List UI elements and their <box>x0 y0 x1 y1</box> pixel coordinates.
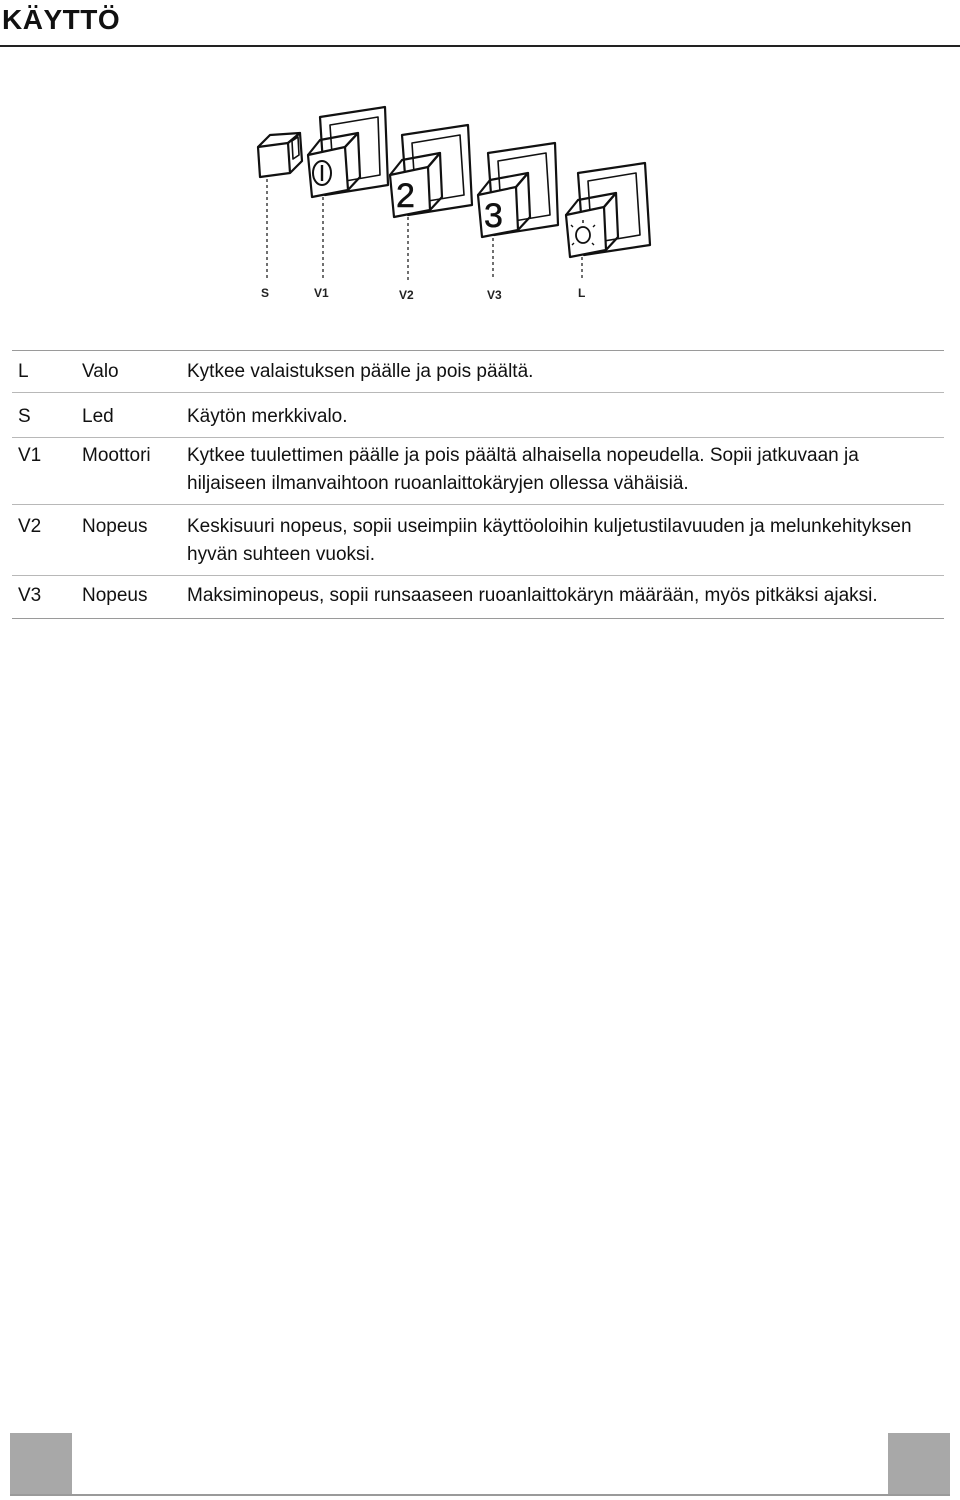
row-name: Moottori <box>82 445 151 466</box>
row-name: Nopeus <box>82 585 148 606</box>
light-switch-l-icon <box>566 163 650 257</box>
row-code: S <box>18 406 31 427</box>
control-panel-diagram <box>240 95 680 315</box>
svg-text:3: 3 <box>484 197 503 235</box>
row-name: Led <box>82 406 114 427</box>
row-name: Valo <box>82 361 119 382</box>
table-row <box>12 392 944 438</box>
diagram-label-v2: V2 <box>399 288 414 302</box>
row-code: L <box>18 361 29 382</box>
diagram-label-l: L <box>578 286 586 300</box>
table-row <box>12 576 944 619</box>
footer-block-right <box>888 1433 950 1495</box>
footer-block-left <box>10 1433 72 1495</box>
row-description: Keskisuuri nopeus, sopii useimpiin käyttöoloihin kuljetustilavuuden ja melunkehityksen hyvän suhteen vuoksi. <box>187 516 912 565</box>
svg-text:2: 2 <box>396 177 415 215</box>
table-row <box>12 438 944 505</box>
speed-switch-v2-icon <box>390 125 472 217</box>
footer-divider <box>10 1494 950 1496</box>
row-code: V1 <box>18 445 42 466</box>
diagram-label-v1: V1 <box>314 286 329 300</box>
row-description: Kytkee valaistuksen päälle ja pois päältä. <box>187 361 534 382</box>
title-divider <box>0 45 960 47</box>
row-name: Nopeus <box>82 516 148 537</box>
table-row <box>12 505 944 576</box>
motor-switch-v1-icon <box>308 107 388 197</box>
row-code: V2 <box>18 516 42 537</box>
page-title: KÄYTTÖ <box>2 4 121 35</box>
row-description: Kytkee tuulettimen päälle ja pois päältä alhaisella nopeudella. Sopii jatkuvaan ja hiljaiseen ilmanvaihtoon ruoanlaittokäryjen ollessa vähäisiä. <box>187 445 859 494</box>
speed-switch-v3-icon <box>478 143 558 237</box>
diagram-label-s: S <box>261 286 270 300</box>
diagram-label-v3: V3 <box>487 288 502 302</box>
row-description: Maksiminopeus, sopii runsaaseen ruoanlaittokäryn määrään, myös pitkäksi ajaksi. <box>187 585 878 606</box>
row-code: V3 <box>18 585 42 606</box>
controls-table <box>12 350 944 619</box>
table-row <box>12 351 944 392</box>
led-button-icon <box>258 133 302 177</box>
row-description: Käytön merkkivalo. <box>187 406 348 427</box>
